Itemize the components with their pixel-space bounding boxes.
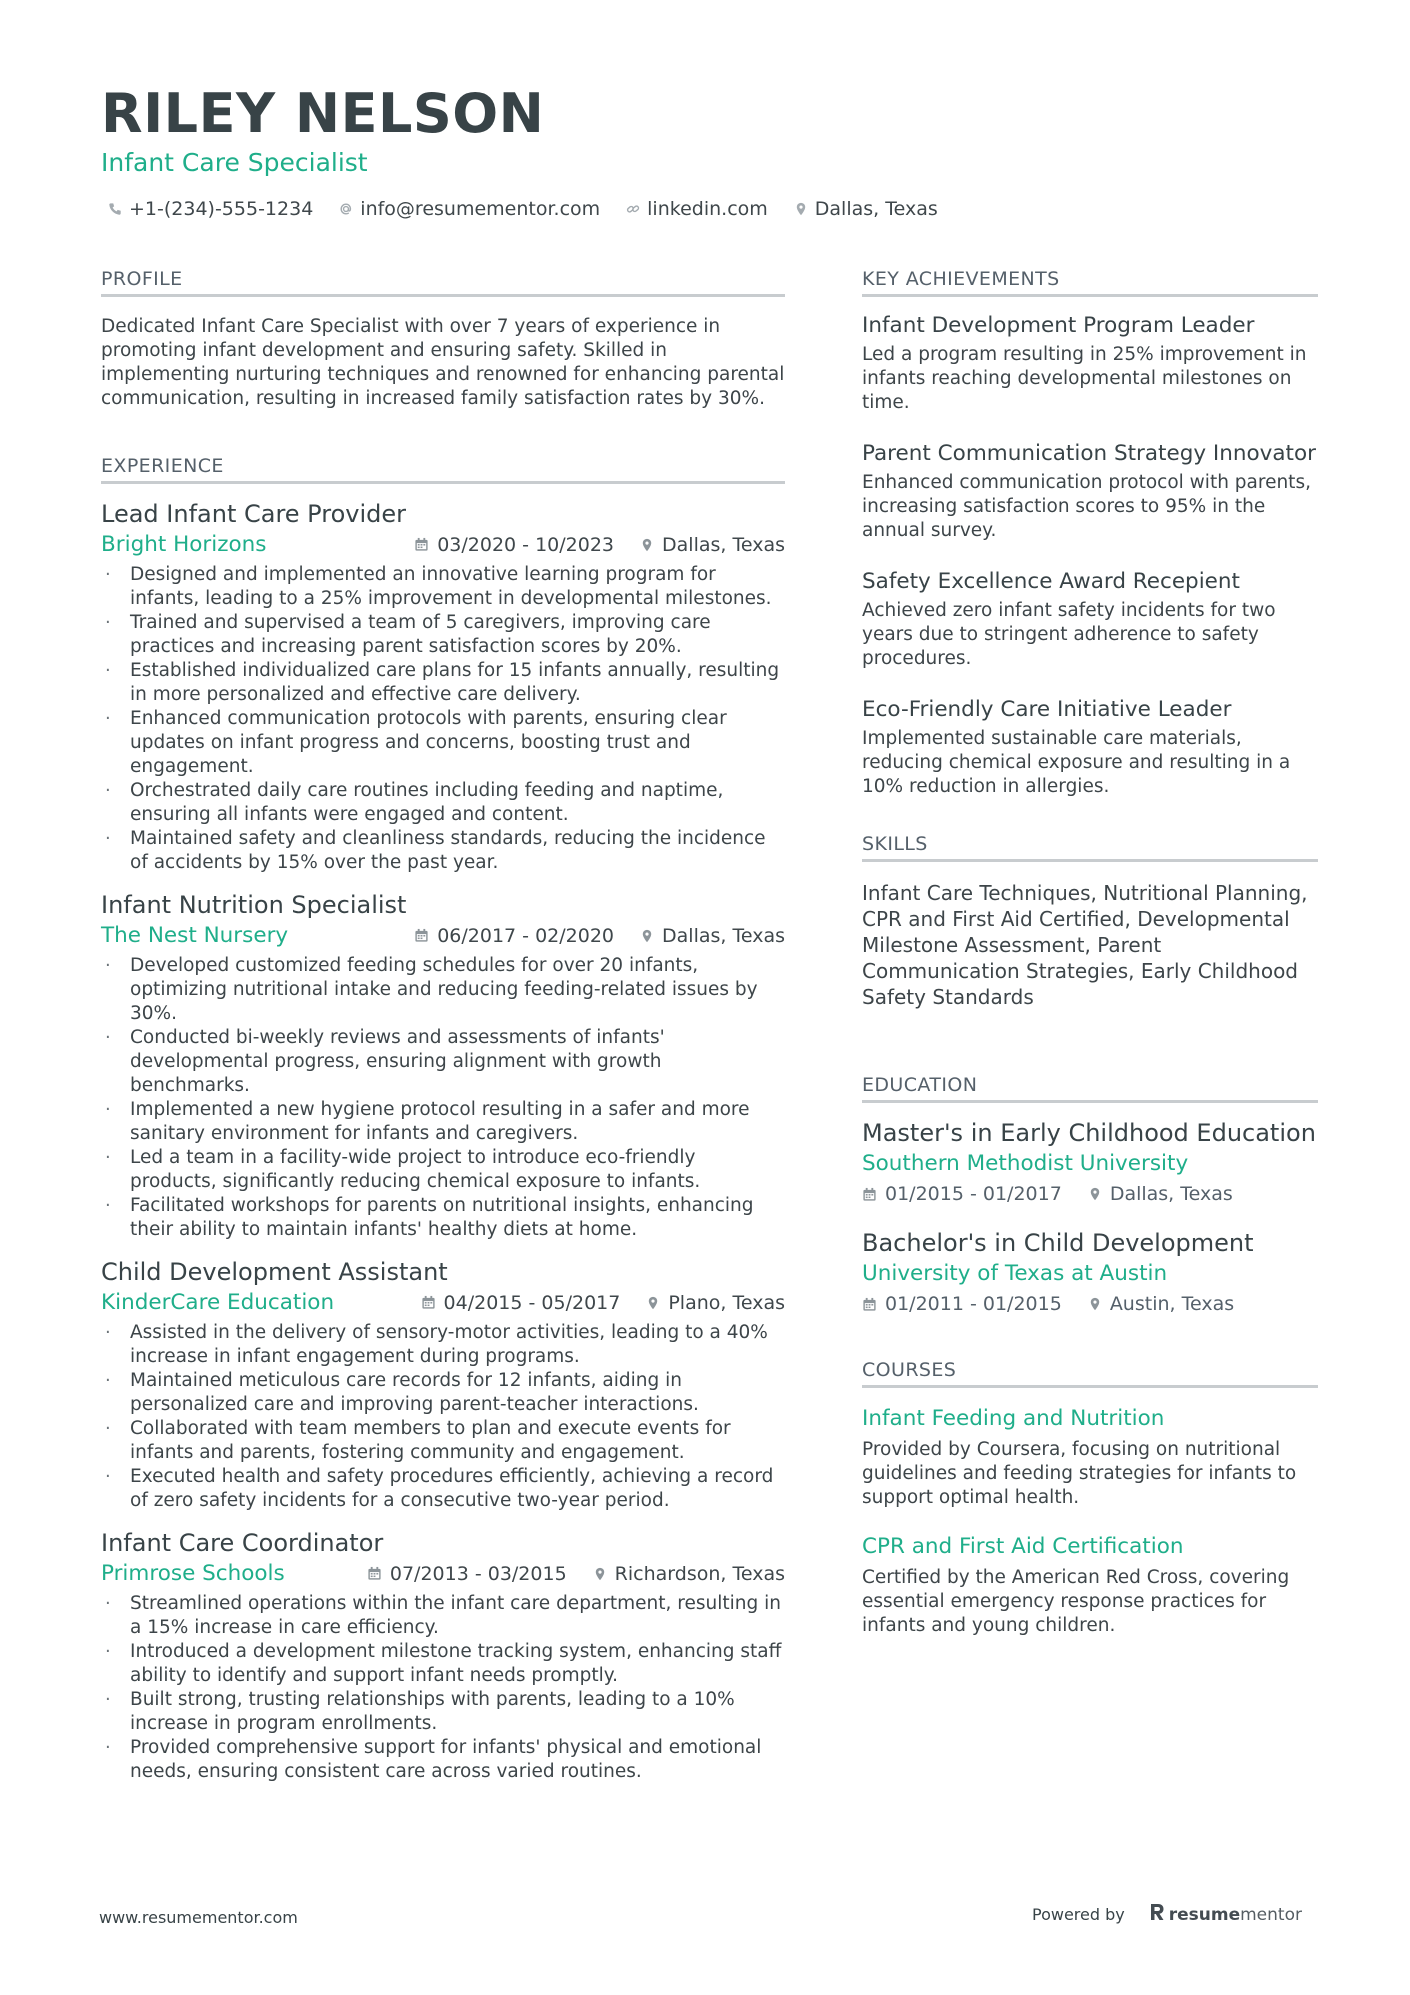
job-bullet: · Conducted bi-weekly reviews and assessments of infants' developmental progress, ensuring alignment with growth benchmarks. [101,1026,785,1098]
education-list [862,1117,1318,1315]
job-meta-details [414,534,785,556]
job-bullet: · Maintained meticulous care records for 12 infants, aiding in personalized care and improving parent-teacher interactions. [101,1369,785,1417]
location-pin-icon [640,928,654,944]
profile-text: Dedicated Infant Care Specialist with over 7 years of experience in promoting infant development and ensuring safety. Skilled in implementing nurturing techniques and renowned for enhancing parental communication, resulting in increased family satisfaction rates by 30%. [101,316,785,409]
profile-section [101,268,785,411]
left-column [101,268,785,1784]
job-entry [101,498,785,875]
education-location-text: Austin, Texas [1109,1293,1235,1315]
job-bullet: · Introduced a development milestone tracking system, enhancing staff ability to identify and support infant needs promptly. [101,1640,785,1688]
job-dates-text: 03/2020 - 10/2023 [437,533,615,556]
phone-icon [108,202,122,216]
experience-list [101,498,785,1784]
education-item [862,1117,1318,1205]
job-meta-details [414,925,785,947]
phone-text: +1-(234)-555-1234 [129,198,314,220]
linkedin-text: linkedin.com [647,198,768,220]
job-bullet: · Led a team in a facility-wide project to introduce eco-friendly products, significantly reducing chemical exposure to infants. [101,1146,785,1194]
candidate-role: Infant Care Specialist [101,148,368,177]
job-entry [101,1256,785,1513]
location-pin-icon [640,537,654,553]
email-text: info@resumementor.com [360,198,601,220]
job-bullet: · Established individualized care plans for 15 infants annually, resulting in more personalized and effective care delivery. [101,659,785,707]
course-item [862,1404,1318,1510]
job-bullet: · Streamlined operations within the infant care department, resulting in a 15% increase in care efficiency. [101,1592,785,1640]
job-bullet: · Trained and supervised a team of 5 caregivers, improving care practices and increasing parent satisfaction scores by 20%. [101,611,785,659]
job-dates-text: 04/2015 - 05/2017 [443,1291,621,1314]
education-section [862,1074,1318,1315]
job-location [640,925,785,947]
job-bullet: · Executed health and safety procedures efficiently, achieving a record of zero safety incidents for a consecutive two-year period. [101,1465,785,1513]
job-location-text: Dallas, Texas [662,924,785,947]
job-dates-text: 07/2013 - 03/2015 [389,1562,567,1585]
school-name: Southern Methodist University [862,1151,1189,1176]
job-bullets [101,1592,785,1784]
school-name: University of Texas at Austin [862,1261,1168,1286]
calendar-icon [414,928,429,943]
job-dates-text: 06/2017 - 02/2020 [437,924,615,947]
job-bullet: · Provided comprehensive support for infants' physical and emotional needs, ensuring consistent care across varied routines. [101,1736,785,1784]
achievements-heading: KEY ACHIEVEMENTS [862,268,1318,297]
job-dates [414,925,614,947]
job-meta-details [421,1292,785,1314]
brand-name-light: mentor [1240,1904,1302,1925]
achievement-description: Achieved zero infant safety incidents for two years due to stringent adherence to safety procedures. [862,600,1276,669]
achievement-title: Parent Communication Strategy Innovator [862,441,1316,466]
education-location [1088,1183,1233,1205]
footer-branding [1032,1903,1302,1926]
skills-text: Infant Care Techniques, Nutritional Planning, CPR and First Aid Certified, Developmental Milestone Assessment, Parent Communication Strategies, Early Childhood Safety Standards [862,881,1308,1009]
location-pin-icon [794,202,808,216]
job-title: Child Development Assistant [101,1258,448,1286]
contact-location [794,198,938,220]
job-bullet: · Designed and implemented an innovative learning program for infants, leading to a 25% improvement in developmental milestones. [101,563,785,611]
job-location-text: Richardson, Texas [614,1562,785,1585]
experience-section [101,455,785,1784]
achievements-section [862,268,1318,799]
job-bullet: · Facilitated workshops for parents on nutritional insights, enhancing their ability to maintain infants' healthy diets at home. [101,1194,785,1242]
job-title: Lead Infant Care Provider [101,500,406,528]
job-title: Infant Nutrition Specialist [101,891,407,919]
job-location-text: Plano, Texas [668,1291,785,1314]
location-pin-icon [1088,1296,1102,1312]
location-pin-icon [646,1295,660,1311]
job-meta-details [367,1563,785,1585]
location-pin-icon [593,1566,607,1582]
achievement-description: Implemented sustainable care materials, reducing chemical exposure and resulting in a 10% reduction in allergies. [862,728,1291,797]
education-dates-text: 01/2011 - 01/2015 [885,1293,1062,1315]
job-location [646,1292,785,1314]
calendar-icon [421,1295,436,1310]
job-bullet: · Orchestrated daily care routines including feeding and naptime, ensuring all infants were engaged and content. [101,779,785,827]
company-name: Primrose Schools [101,1561,285,1586]
experience-heading: EXPERIENCE [101,455,785,484]
calendar-icon [862,1297,877,1312]
education-dates-text: 01/2015 - 01/2017 [885,1183,1062,1205]
achievement-title: Infant Development Program Leader [862,313,1255,338]
job-meta [101,923,785,948]
skills-heading: SKILLS [862,833,1318,862]
courses-heading: COURSES [862,1359,1318,1388]
powered-by-text: Powered by [1032,1905,1125,1924]
course-title: CPR and First Aid Certification [862,1534,1184,1559]
job-bullet: · Enhanced communication protocols with parents, ensuring clear updates on infant progress and concerns, boosting trust and engagement. [101,707,785,779]
job-bullets [101,1321,785,1513]
location-pin-icon [1088,1186,1102,1202]
course-description: Certified by the American Red Cross, covering essential emergency response practices for infants and young children. [862,1567,1290,1636]
job-bullet: · Developed customized feeding schedules for over 20 infants, optimizing nutritional intake and reducing feeding-related issues by 30%. [101,954,785,1026]
right-column [862,268,1318,1660]
education-dates [862,1293,1062,1315]
job-meta [101,1290,785,1315]
job-bullets [101,563,785,875]
job-entry [101,889,785,1242]
job-location [593,1563,785,1585]
education-dates [862,1183,1062,1205]
calendar-icon [414,537,429,552]
job-bullet: · Collaborated with team members to plan and execute events for infants and parents, fostering community and engagement. [101,1417,785,1465]
achievement-item [862,695,1318,799]
at-icon [339,202,353,216]
contact-email[interactable] [339,198,600,220]
job-title: Infant Care Coordinator [101,1529,384,1557]
company-name: Bright Horizons [101,532,267,557]
achievement-item [862,311,1318,415]
education-heading: EDUCATION [862,1074,1318,1103]
achievement-description: Led a program resulting in 25% improvement in infants reaching developmental milestones on time. [862,344,1307,413]
contact-phone[interactable] [108,198,313,220]
achievement-title: Eco-Friendly Care Initiative Leader [862,697,1232,722]
education-location-text: Dallas, Texas [1109,1183,1233,1205]
brand-name-bold: resume [1168,1904,1241,1925]
courses-list [862,1404,1318,1638]
job-bullet: · Implemented a new hygiene protocol resulting in a safer and more sanitary environment for infants and caregivers. [101,1098,785,1146]
job-bullet: · Built strong, trusting relationships with parents, leading to a 10% increase in program enrollments. [101,1688,785,1736]
job-bullet: · Assisted in the delivery of sensory-motor activities, leading to a 40% increase in infant engagement during programs. [101,1321,785,1369]
job-meta [101,1561,785,1586]
achievement-item [862,567,1318,671]
brand-mark-icon [1149,1903,1165,1926]
achievements-list [862,311,1318,799]
contact-linkedin[interactable] [626,198,768,220]
contact-bar [108,198,938,220]
location-text: Dallas, Texas [814,198,938,220]
skills-section [862,833,1318,1010]
course-title: Infant Feeding and Nutrition [862,1406,1165,1431]
achievement-title: Safety Excellence Award Recepient [862,569,1240,594]
profile-heading: PROFILE [101,268,785,297]
company-name: The Nest Nursery [101,923,289,948]
achievement-item [862,439,1318,543]
course-item [862,1532,1318,1638]
job-entry [101,1527,785,1784]
job-dates [414,534,614,556]
calendar-icon [862,1187,877,1202]
job-location [640,534,785,556]
courses-section [862,1359,1318,1638]
job-dates [367,1563,567,1585]
education-meta [862,1293,1318,1315]
job-meta [101,532,785,557]
degree-title: Bachelor's in Child Development [862,1229,1254,1257]
job-location-text: Dallas, Texas [662,533,785,556]
education-location [1088,1293,1234,1315]
job-dates [421,1292,621,1314]
degree-title: Master's in Early Childhood Education [862,1119,1316,1147]
education-meta [862,1183,1318,1205]
calendar-icon [367,1566,382,1581]
achievement-description: Enhanced communication protocol with parents, increasing satisfaction scores to 95% in the annual survey. [862,472,1311,541]
footer-website[interactable]: www.resumementor.com [99,1908,298,1927]
brand-logo[interactable] [1149,1903,1302,1926]
job-bullets [101,954,785,1242]
course-description: Provided by Coursera, focusing on nutritional guidelines and feeding strategies for infants to support optimal health. [862,1439,1297,1508]
link-icon [626,202,640,216]
candidate-name: RILEY NELSON [101,82,545,145]
education-item [862,1227,1318,1315]
job-bullet: · Maintained safety and cleanliness standards, reducing the incidence of accidents by 15% over the past year. [101,827,785,875]
company-name: KinderCare Education [101,1290,335,1315]
